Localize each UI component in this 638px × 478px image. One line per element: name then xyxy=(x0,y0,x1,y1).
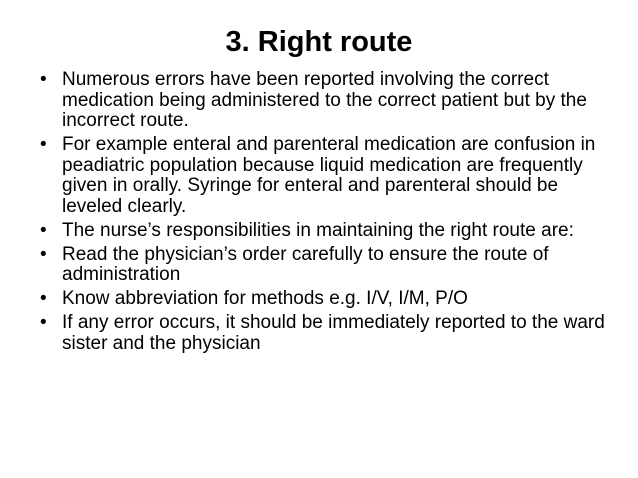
bullet-list xyxy=(40,70,610,358)
bullet-point-icon: • xyxy=(40,219,47,241)
bullet-item xyxy=(40,221,610,242)
bullet-text: Know abbreviation for methods e.g. I/V, I/M, P/O xyxy=(62,288,468,309)
bullet-item xyxy=(40,313,610,354)
bullet-point-icon: • xyxy=(40,312,47,333)
bullet-point-icon: • xyxy=(40,288,47,309)
bullet-item xyxy=(40,289,610,310)
bullet-text: Numerous errors have been reported involving the correct medication being administered to the correct patient but by the incorrect route. xyxy=(62,69,587,131)
bullet-item xyxy=(40,135,610,217)
bullet-text: If any error occurs, it should be immediately reported to the ward sister and the physician xyxy=(62,312,605,354)
bullet-text: Read the physician’s order carefully to ensure the route of administration xyxy=(62,243,549,285)
bullet-item xyxy=(40,245,610,286)
bullet-text: For example enteral and parenteral medication are confusion in peadiatric population because liquid medication are frequently given in orally. Syringe for enteral and parenteral should be leveled clearly. xyxy=(62,134,596,217)
bullet-point-icon: • xyxy=(40,69,47,90)
bullet-point-icon: • xyxy=(40,243,47,265)
bullet-item xyxy=(40,70,610,132)
bullet-text: The nurse’s responsibilities in maintaining the right route are: xyxy=(62,219,574,241)
bullet-point-icon: • xyxy=(40,134,47,155)
slide-title: 3. Right route xyxy=(225,26,413,58)
